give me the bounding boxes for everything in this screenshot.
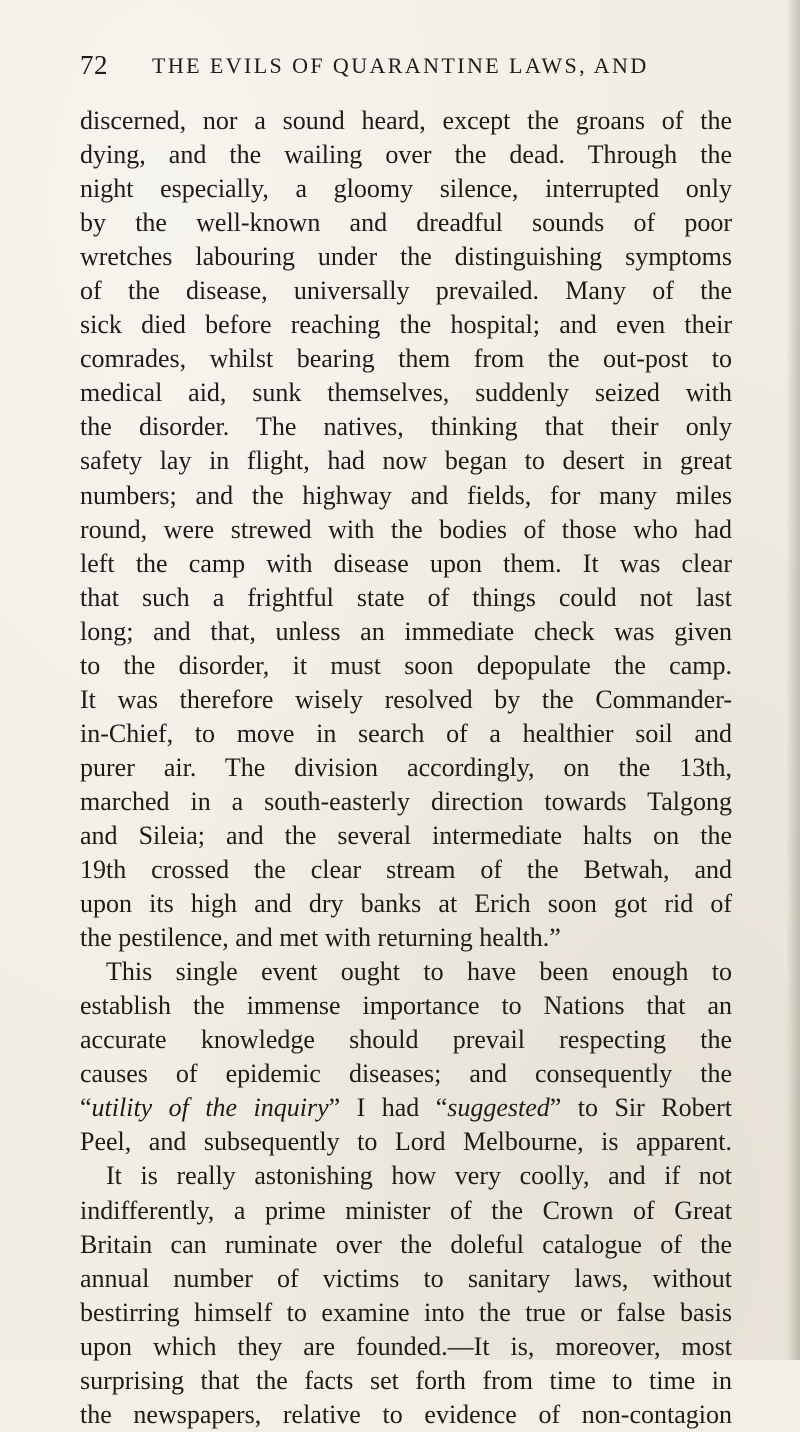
text-line: of the disease, universally prevailed. Many of the bbox=[80, 276, 732, 306]
text-line: round, were strewed with the bodies of those who had bbox=[80, 514, 732, 544]
text-line: Peel, and subsequently to Lord Melbourne, is apparent. bbox=[80, 1127, 732, 1157]
text-line: indifferently, a prime minister of the Crown of Great bbox=[80, 1195, 732, 1225]
text-line: night especially, a gloomy silence, interrupted only bbox=[80, 174, 732, 204]
running-head bbox=[80, 50, 720, 90]
text-line: numbers; and the highway and fields, for many miles bbox=[80, 480, 732, 510]
text-line: bestirring himself to examine into the true or false basis bbox=[80, 1297, 732, 1327]
text-line: long; and that, unless an immediate check was given bbox=[80, 616, 732, 646]
text-line: dying, and the wailing over the dead. Through the bbox=[80, 140, 732, 170]
open-quote: “ bbox=[80, 1093, 92, 1123]
text-line: It is really astonishing how very coolly, and if not bbox=[106, 1161, 732, 1191]
text-line: marched in a south-easterly direction towards Talgong bbox=[80, 786, 732, 816]
text-line: causes of epidemic diseases; and consequently the bbox=[80, 1059, 732, 1089]
body-text bbox=[80, 104, 732, 1432]
italic-phrase: utility of the inquiry bbox=[91, 1093, 329, 1123]
text-line: Britain can ruminate over the doleful catalogue of the bbox=[80, 1229, 732, 1259]
text-line: upon its high and dry banks at Erich soon got rid of bbox=[80, 889, 732, 919]
close-text: ” to Sir Robert bbox=[549, 1093, 732, 1123]
text-line: surprising that the facts set forth from time to time in bbox=[80, 1365, 732, 1395]
text-line: in-Chief, to move in search of a healthier soil and bbox=[80, 718, 732, 748]
text-line: the newspapers, relative to evidence of non-contagion bbox=[80, 1399, 732, 1429]
text-line: left the camp with disease upon them. It was clear bbox=[80, 548, 732, 578]
text-line: upon which they are founded.—It is, moreover, most bbox=[80, 1331, 732, 1361]
text-line: wretches labouring under the distinguishing symptoms bbox=[80, 242, 732, 272]
running-head-title: THE EVILS OF QUARANTINE LAWS, AND bbox=[152, 53, 649, 78]
text-line: that such a frightful state of things could not last bbox=[80, 582, 732, 612]
page-edge-shadow bbox=[786, 0, 800, 1360]
text-line: and Sileia; and the several intermediate halts on the bbox=[80, 820, 732, 850]
text-line: purer air. The division accordingly, on the 13th, bbox=[80, 752, 732, 782]
text-line: accurate knowledge should prevail respecting the bbox=[80, 1025, 732, 1055]
text-line-with-italics bbox=[80, 1091, 732, 1125]
page-number: 72 bbox=[80, 50, 108, 80]
text-line: to the disorder, it must soon depopulate the camp. bbox=[80, 650, 732, 680]
text-line: establish the immense importance to Nations that an bbox=[80, 991, 732, 1021]
text-line: the disorder. The natives, thinking that their only bbox=[80, 412, 732, 442]
text-line: by the well-known and dreadful sounds of poor bbox=[80, 208, 732, 238]
text-line: This single event ought to have been enough to bbox=[106, 957, 732, 987]
text-line: discerned, nor a sound heard, except the groans of the bbox=[80, 106, 732, 135]
text-line: It was therefore wisely resolved by the Commander- bbox=[80, 684, 732, 714]
text-line: comrades, whilst bearing them from the out-post to bbox=[80, 344, 732, 374]
text-line: annual number of victims to sanitary laws, without bbox=[80, 1263, 732, 1293]
text-line: the pestilence, and met with returning health.” bbox=[80, 923, 561, 953]
mid-text: ” I had “ bbox=[328, 1093, 448, 1123]
text-line: sick died before reaching the hospital; and even their bbox=[80, 310, 732, 340]
text-line: medical aid, sunk themselves, suddenly seized with bbox=[80, 378, 732, 408]
text-line: 19th crossed the clear stream of the Betwah, and bbox=[80, 855, 732, 885]
text-line: safety lay in flight, had now began to desert in great bbox=[80, 446, 732, 476]
italic-word: suggested bbox=[447, 1093, 550, 1123]
